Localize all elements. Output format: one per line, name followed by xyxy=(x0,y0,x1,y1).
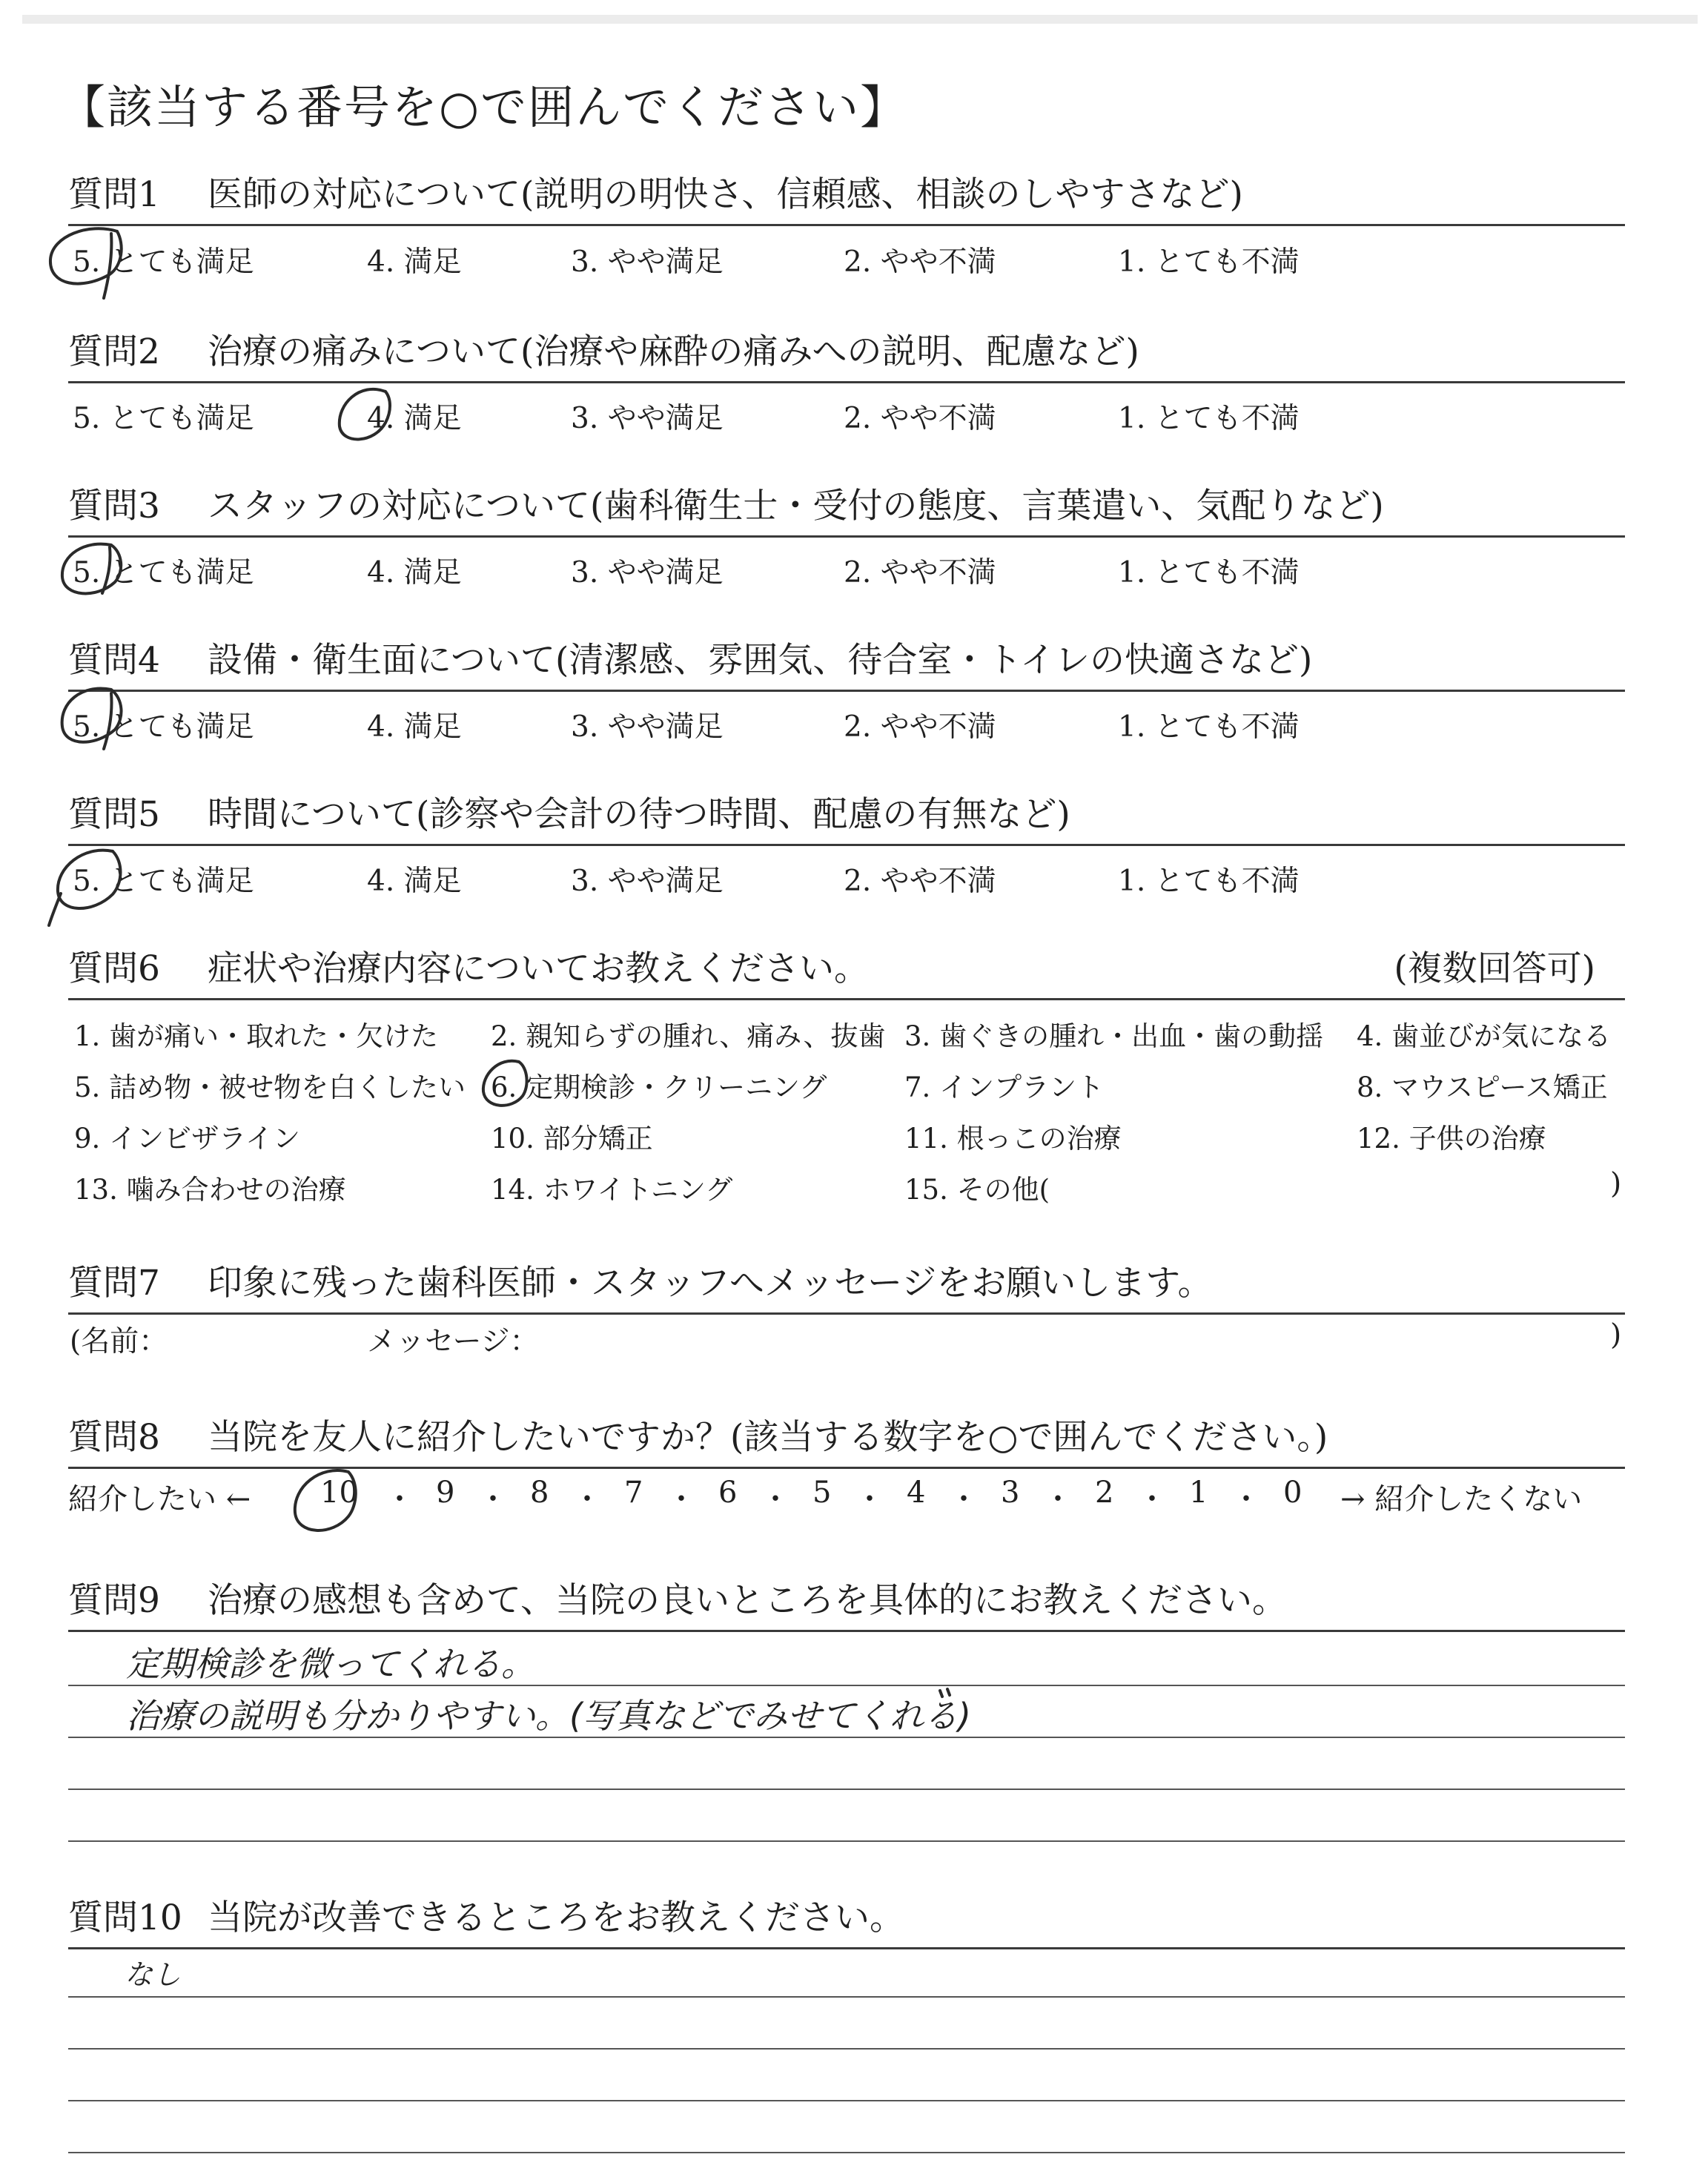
scale-5[interactable]: 5 xyxy=(812,1476,832,1510)
divider xyxy=(68,690,1625,692)
q6-item[interactable]: 9. インビザライン xyxy=(74,1123,300,1155)
question-number: 質問1 xyxy=(68,174,160,215)
divider xyxy=(68,1630,1625,1632)
q3-option-2[interactable]: 2. やや不満 xyxy=(844,556,996,589)
question-1 xyxy=(68,172,1625,218)
divider xyxy=(68,1312,1625,1315)
q5-option-2[interactable]: 2. やや不満 xyxy=(844,865,996,898)
q2-option-4[interactable]: 4. 満足 xyxy=(367,402,462,435)
q3-option-3[interactable]: 3. やや満足 xyxy=(571,556,724,589)
q2-option-3[interactable]: 3. やや満足 xyxy=(571,402,724,435)
q2-option-1[interactable]: 1. とても不満 xyxy=(1118,402,1300,435)
question-8 xyxy=(68,1415,1625,1461)
message-label[interactable]: メッセージ： xyxy=(367,1325,539,1358)
question-number: 質問7 xyxy=(68,1263,160,1304)
scale-0[interactable]: 0 xyxy=(1283,1476,1302,1510)
answer-line xyxy=(68,1996,1625,1998)
q6-item[interactable]: 14. ホワイトニング xyxy=(491,1174,733,1206)
question-7 xyxy=(68,1261,1625,1307)
question-5 xyxy=(68,792,1625,838)
question-text: 時間について(診察や会計の待つ時間、配慮の有無など) xyxy=(208,794,1070,835)
other-close-paren: ) xyxy=(1610,1167,1622,1200)
divider xyxy=(68,1467,1625,1469)
recommend-right-label: → 紹介したくない xyxy=(1340,1482,1583,1516)
question-text: 治療の痛みについて(治療や麻酔の痛みへの説明、配慮など) xyxy=(208,331,1139,372)
q4-option-4[interactable]: 4. 満足 xyxy=(367,710,462,744)
answer-line xyxy=(68,1840,1625,1842)
q6-item[interactable]: 2. 親知らずの腫れ、痛み、抜歯 xyxy=(491,1020,886,1052)
scan-edge xyxy=(22,15,1698,24)
q3-option-1[interactable]: 1. とても不満 xyxy=(1118,556,1300,589)
scale-8[interactable]: 8 xyxy=(530,1476,549,1510)
scale-dot: ・ xyxy=(478,1482,508,1516)
q6-item-selected[interactable]: 6. 定期検診・クリーニング xyxy=(491,1071,827,1103)
message-close-paren: ) xyxy=(1610,1318,1622,1352)
q5-option-3[interactable]: 3. やや満足 xyxy=(571,865,724,898)
q6-item[interactable]: 11. 根っこの治療 xyxy=(904,1123,1122,1155)
multiple-answers-note: (複数回答可) xyxy=(1394,948,1595,989)
q4-option-1[interactable]: 1. とても不満 xyxy=(1118,710,1300,744)
scale-2[interactable]: 2 xyxy=(1095,1476,1114,1510)
divider xyxy=(68,1947,1625,1949)
q6-item[interactable]: 12. 子供の治療 xyxy=(1357,1123,1546,1155)
q6-item[interactable]: 4. 歯並びが気になる xyxy=(1357,1020,1612,1052)
q4-option-3[interactable]: 3. やや満足 xyxy=(571,710,724,744)
question-4 xyxy=(68,638,1625,684)
question-text: 印象に残った歯科医師・スタッフへメッセージをお願いします。 xyxy=(208,1263,1213,1304)
q1-option-5[interactable]: 5. とても満足 xyxy=(73,245,254,279)
q4-option-5[interactable]: 5. とても満足 xyxy=(73,710,254,744)
question-2 xyxy=(68,329,1625,375)
question-text: 治療の感想も含めて、当院の良いところを具体的にお教えください。 xyxy=(208,1580,1288,1621)
q2-option-5[interactable]: 5. とても満足 xyxy=(73,402,254,435)
recommend-left-label: 紹介したい ← xyxy=(68,1482,251,1516)
q5-option-4[interactable]: 4. 満足 xyxy=(367,865,462,898)
scale-dot: ・ xyxy=(949,1482,979,1516)
divider xyxy=(68,535,1625,538)
handwritten-answer: 定期検診を微ってくれる。 xyxy=(126,1644,535,1684)
divider xyxy=(68,381,1625,383)
scale-dot: ・ xyxy=(666,1482,696,1516)
q1-option-4[interactable]: 4. 満足 xyxy=(367,245,462,279)
question-text: 設備・衛生面について(清潔感、雰囲気、待合室・トイレの快適さなど) xyxy=(208,640,1313,681)
divider xyxy=(68,998,1625,1000)
q6-item-other[interactable]: 15. その他( xyxy=(904,1174,1050,1206)
scale-dot: ・ xyxy=(572,1482,602,1516)
q6-item[interactable]: 1. 歯が痛い・取れた・欠けた xyxy=(74,1020,439,1052)
scale-9[interactable]: 9 xyxy=(436,1476,455,1510)
answer-line xyxy=(68,2100,1625,2101)
question-number: 質問5 xyxy=(68,794,160,835)
q6-item[interactable]: 5. 詰め物・被せ物を白くしたい xyxy=(74,1071,466,1103)
question-text: 医師の対応について(説明の明快さ、信頼感、相談のしやすさなど) xyxy=(208,174,1243,215)
scale-10[interactable]: 10 xyxy=(320,1476,358,1510)
question-10 xyxy=(68,1895,1625,1941)
answer-line xyxy=(68,2152,1625,2153)
q3-option-4[interactable]: 4. 満足 xyxy=(367,556,462,589)
q3-option-5[interactable]: 5. とても満足 xyxy=(73,556,254,589)
divider xyxy=(68,224,1625,226)
question-number: 質問4 xyxy=(68,640,160,681)
scale-dot: ・ xyxy=(855,1482,884,1516)
question-6 xyxy=(68,946,1625,992)
q6-item[interactable]: 3. 歯ぐきの腫れ・出血・歯の動揺 xyxy=(904,1020,1324,1052)
scale-3[interactable]: 3 xyxy=(1001,1476,1020,1510)
question-number: 質問8 xyxy=(68,1417,160,1458)
q1-option-3[interactable]: 3. やや満足 xyxy=(571,245,724,279)
q1-option-2[interactable]: 2. やや不満 xyxy=(844,245,996,279)
q5-option-1[interactable]: 1. とても不満 xyxy=(1118,865,1300,898)
form-title: 【該当する番号を○で囲んでください】 xyxy=(59,80,908,134)
q6-item[interactable]: 8. マウスピース矯正 xyxy=(1357,1071,1608,1103)
question-number: 質問6 xyxy=(68,948,160,989)
scale-dot: ・ xyxy=(1137,1482,1167,1516)
answer-line xyxy=(68,1789,1625,1790)
question-number: 質問3 xyxy=(68,486,160,526)
q2-option-2[interactable]: 2. やや不満 xyxy=(844,402,996,435)
question-number: 質問10 xyxy=(68,1898,182,1938)
q1-option-1[interactable]: 1. とても不満 xyxy=(1118,245,1300,279)
divider xyxy=(68,844,1625,846)
scale-6[interactable]: 6 xyxy=(718,1476,738,1510)
handwritten-answer: なし xyxy=(125,1958,182,1991)
question-text: 当院を友人に紹介したいですか？(該当する数字を○で囲んでください。) xyxy=(208,1417,1328,1458)
q5-option-5[interactable]: 5. とても満足 xyxy=(73,865,254,898)
question-9 xyxy=(68,1578,1625,1624)
scale-dot: ・ xyxy=(1231,1482,1261,1516)
q6-item[interactable]: 10. 部分矯正 xyxy=(491,1123,653,1155)
question-3 xyxy=(68,483,1625,529)
question-number: 質問9 xyxy=(68,1580,160,1621)
question-text: 当院が改善できるところをお教えください。 xyxy=(208,1898,904,1938)
question-text: スタッフの対応について(歯科衛生士・受付の態度、言葉遣い、気配りなど) xyxy=(208,486,1384,526)
scale-4[interactable]: 4 xyxy=(907,1476,926,1510)
scale-7[interactable]: 7 xyxy=(624,1476,643,1510)
q6-item[interactable]: 13. 噛み合わせの治療 xyxy=(74,1174,346,1206)
scale-dot: ・ xyxy=(1043,1482,1073,1516)
answer-line xyxy=(68,2048,1625,2050)
q6-item[interactable]: 7. インプラント xyxy=(904,1071,1105,1103)
scale-dot: ・ xyxy=(761,1482,790,1516)
handwritten-answer: 治療の説明も分かりやすい。(写真などでみせてくれる) xyxy=(126,1696,971,1736)
question-text: 症状や治療内容についてお教えください。 xyxy=(208,948,870,989)
q4-option-2[interactable]: 2. やや不満 xyxy=(844,710,996,744)
name-label[interactable]: (名前： xyxy=(70,1325,168,1358)
scale-1[interactable]: 1 xyxy=(1189,1476,1208,1510)
question-number: 質問2 xyxy=(68,331,160,372)
scale-dot: ・ xyxy=(385,1482,414,1516)
